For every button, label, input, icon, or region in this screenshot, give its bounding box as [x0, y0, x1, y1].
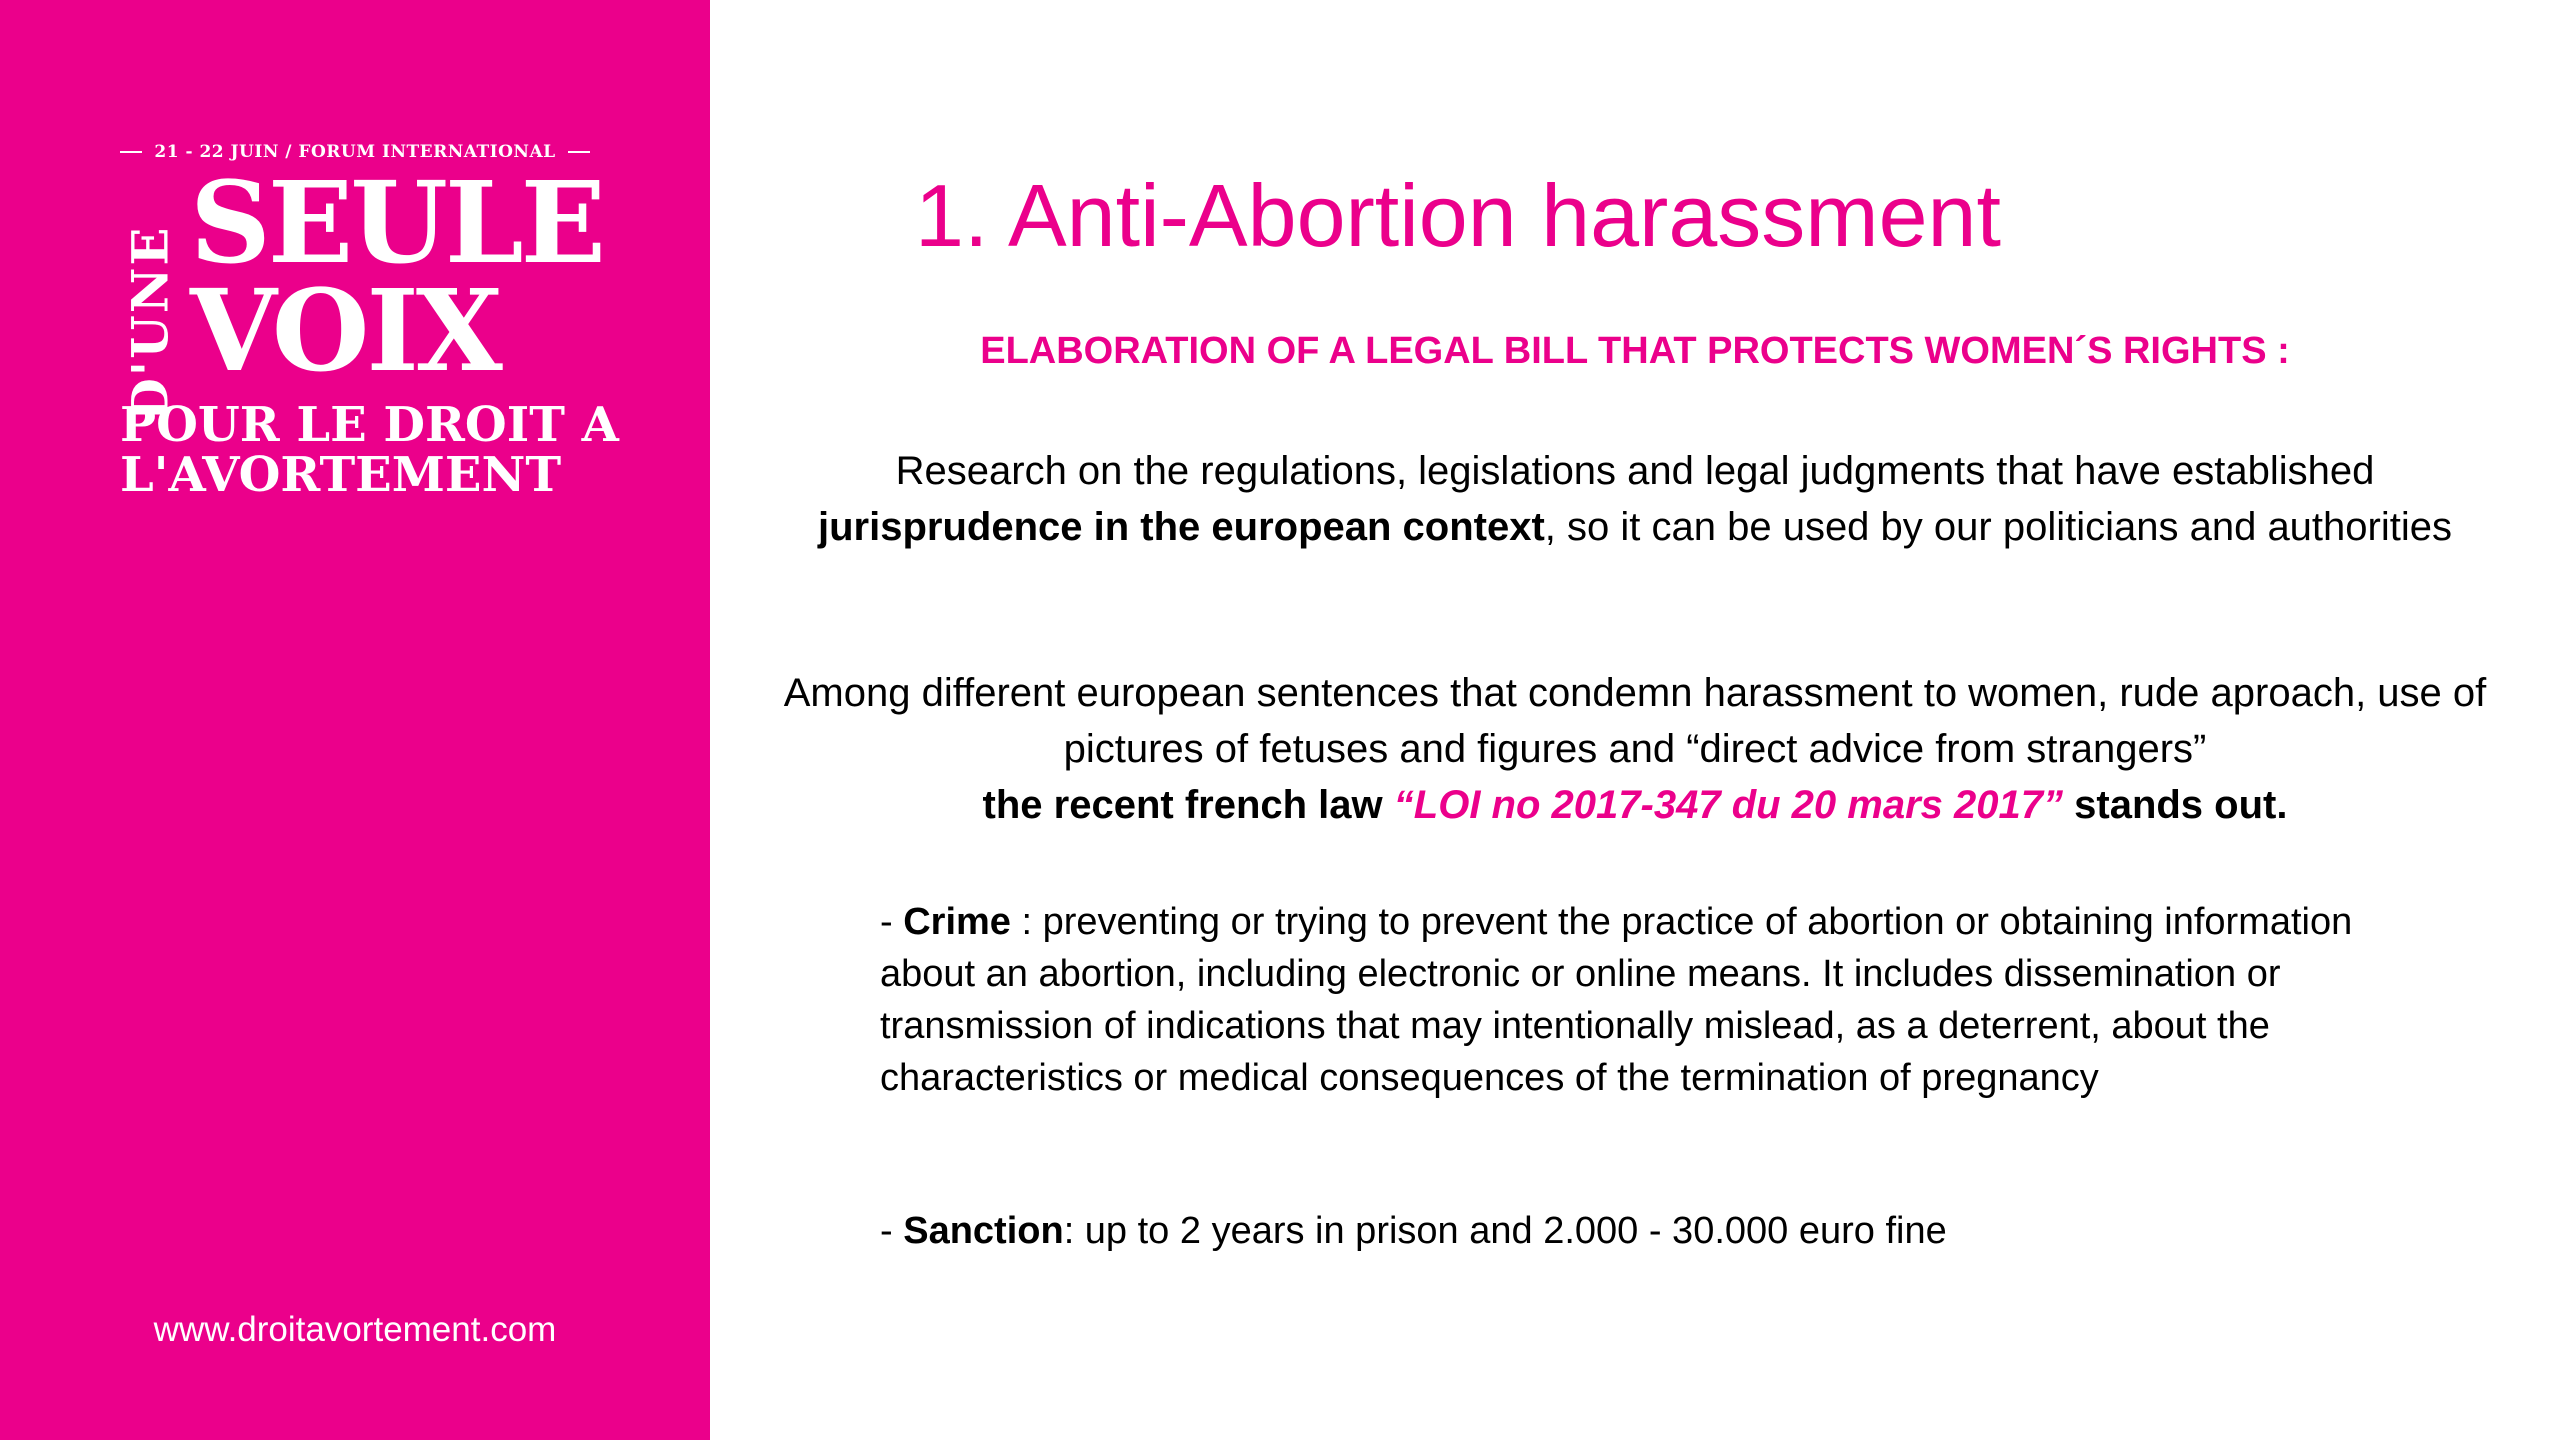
- stands-out-text: stands out.: [2074, 783, 2288, 827]
- sanction-dash: -: [880, 1210, 904, 1252]
- sentences-text: Among different european sentences that condemn harassment to women, rude aproach, use of pictures of fetuses and figures and “direct advice from strangers”: [783, 671, 2487, 771]
- logo-rule-left: [120, 151, 142, 153]
- crime-bullet: [880, 896, 2450, 1104]
- crime-definition: : preventing or trying to prevent the practice of abortion or obtaining information about an abortion, including electronic or online means. It includes dissemination or transmission of indications that may intentionally mislead, as a deterrent, about the characteristics or medical consequences of the termination of pregnancy: [880, 901, 2353, 1099]
- law-reference: “LOI no 2017-347 du 20 mars 2017”: [1393, 783, 2063, 827]
- slide-title: 1. Anti-Abortion harassment: [915, 166, 2001, 265]
- research-text-start: Research on the regulations, legislations and legal judgments that have established: [895, 449, 2375, 493]
- logo-word-voix: VOIX: [190, 266, 500, 397]
- research-paragraph: [770, 443, 2500, 555]
- sanction-bullet: [880, 1205, 2450, 1257]
- crime-dash: -: [880, 901, 904, 943]
- crime-term: Crime: [903, 901, 1011, 943]
- slide-content: [710, 0, 2560, 1440]
- sanction-term: Sanction: [903, 1210, 1064, 1252]
- forum-logo: [120, 138, 619, 510]
- sidebar-panel: [0, 0, 710, 1440]
- logo-rule-right: [568, 151, 590, 153]
- sanction-definition: : up to 2 years in prison and 2.000 - 30.000 euro fine: [1063, 1210, 1947, 1252]
- french-law-lead: the recent french law: [982, 783, 1383, 827]
- research-text-bold: jurisprudence in the european context: [817, 505, 1545, 549]
- logo-event-date: 21 - 22 JUIN / FORUM INTERNATIONAL: [154, 142, 556, 162]
- logo-word-seule: SEULE: [190, 158, 604, 289]
- logo-line-pour-le-droit: POUR LE DROIT A: [120, 397, 619, 453]
- logo-line-avortement: L'AVORTEMENT: [120, 447, 562, 503]
- research-text-end: , so it can be used by our politicians and authorities: [1544, 505, 2452, 549]
- french-law-paragraph: [770, 665, 2500, 833]
- logo-vertical-text: D'UNE: [120, 224, 180, 422]
- slide-subtitle: ELABORATION OF A LEGAL BILL THAT PROTECTS WOMEN´S RIGHTS :: [980, 330, 2290, 372]
- website-url: www.droitavortement.com: [153, 1310, 557, 1349]
